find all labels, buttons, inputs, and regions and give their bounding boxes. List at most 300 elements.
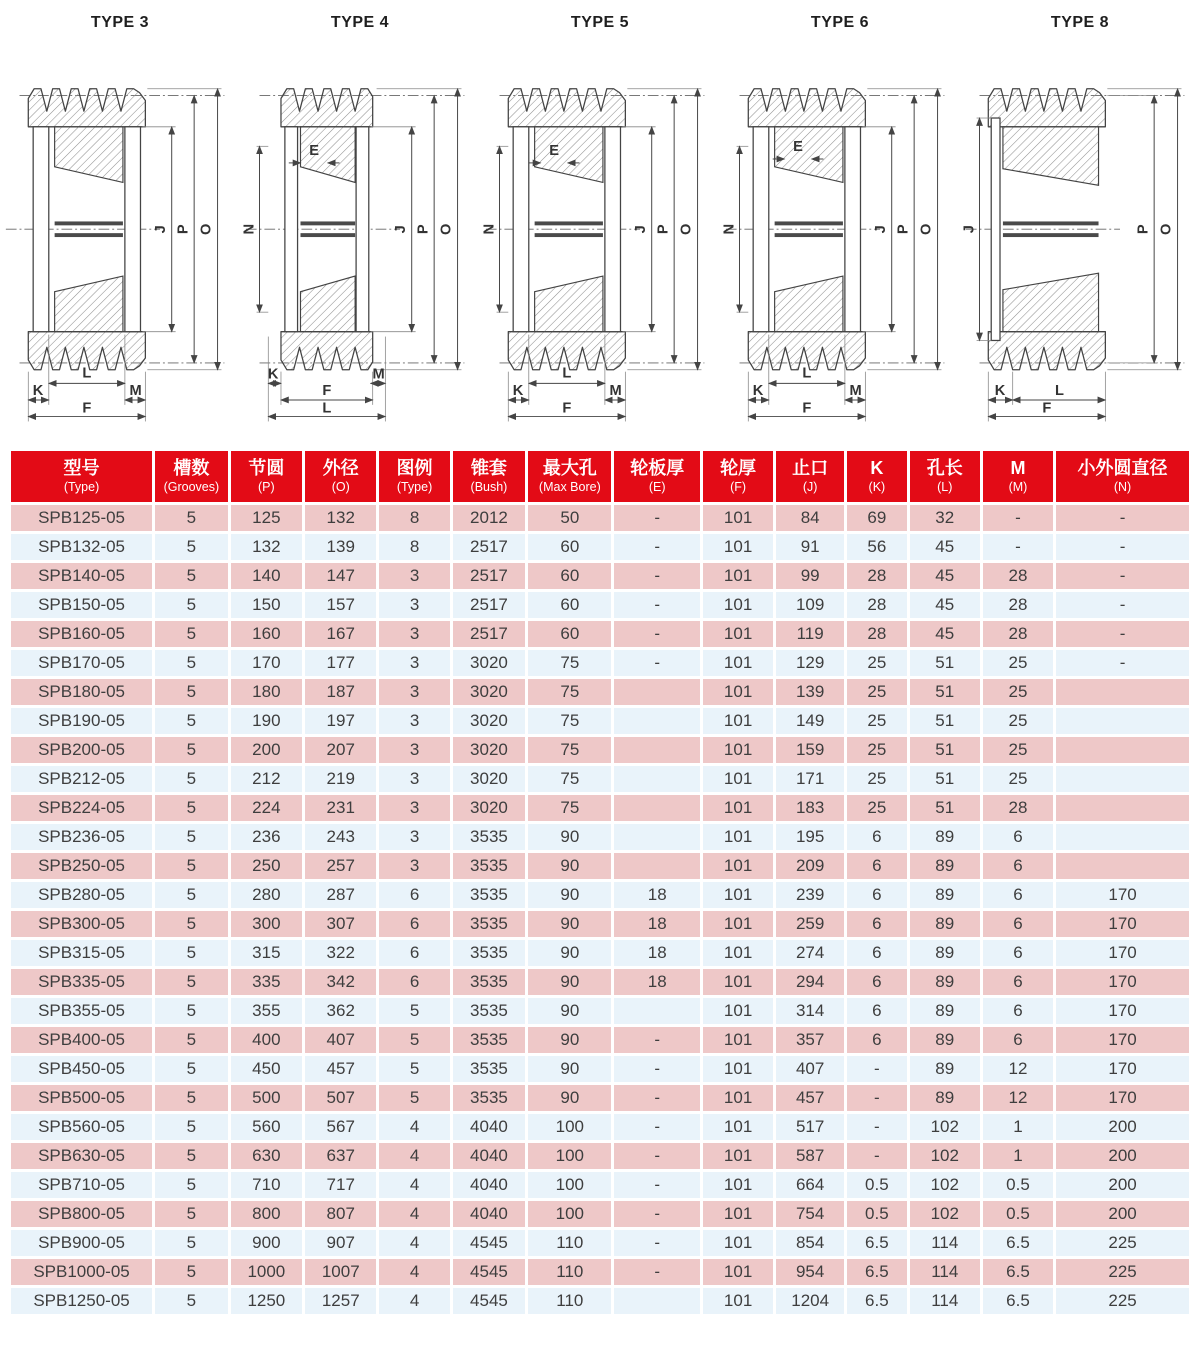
col-header-grooves: 槽数 (Grooves) bbox=[154, 450, 230, 504]
table-cell: 90 bbox=[527, 823, 613, 852]
table-cell: 4545 bbox=[451, 1229, 527, 1258]
table-cell: - bbox=[613, 591, 702, 620]
table-cell: 5 bbox=[154, 1142, 230, 1171]
dim-label-p: P bbox=[1135, 224, 1152, 235]
table-cell: 18 bbox=[613, 968, 702, 997]
table-cell: 3 bbox=[378, 562, 451, 591]
table-cell: 101 bbox=[702, 1084, 775, 1113]
table-cell: 4 bbox=[378, 1287, 451, 1316]
table-cell: 314 bbox=[775, 997, 846, 1026]
dim-label-n: N bbox=[481, 223, 498, 235]
table-cell: 5 bbox=[154, 504, 230, 533]
table-cell: 18 bbox=[613, 910, 702, 939]
dim-label-k: K bbox=[267, 366, 279, 383]
table-cell: 5 bbox=[154, 881, 230, 910]
table-cell: 84 bbox=[775, 504, 846, 533]
table-cell bbox=[613, 678, 702, 707]
table-row bbox=[10, 852, 1191, 881]
table-cell: 101 bbox=[702, 736, 775, 765]
table-cell: 90 bbox=[527, 997, 613, 1026]
table-cell: 51 bbox=[908, 765, 981, 794]
table-cell: 6 bbox=[846, 852, 909, 881]
table-cell: 170 bbox=[1055, 997, 1191, 1026]
table-cell: 101 bbox=[702, 1200, 775, 1229]
dim-label-j: J bbox=[872, 225, 889, 234]
col-header-plate-e: 轮板厚 (E) bbox=[613, 450, 702, 504]
table-cell: - bbox=[613, 1200, 702, 1229]
dim-label-o: O bbox=[438, 223, 455, 235]
table-cell: 362 bbox=[304, 997, 378, 1026]
table-cell: 101 bbox=[702, 562, 775, 591]
dim-label-p: P bbox=[655, 224, 672, 235]
table-cell: 5 bbox=[378, 1084, 451, 1113]
table-cell: 2517 bbox=[451, 620, 527, 649]
col-header-m: M (M) bbox=[981, 450, 1054, 504]
table-cell: 4040 bbox=[451, 1113, 527, 1142]
table-cell: 200 bbox=[1055, 1142, 1191, 1171]
table-cell: 507 bbox=[304, 1084, 378, 1113]
table-cell: 109 bbox=[775, 591, 846, 620]
table-cell: SPB300-05 bbox=[10, 910, 154, 939]
table-row bbox=[10, 1113, 1191, 1142]
table-row bbox=[10, 968, 1191, 997]
table-cell: 6.5 bbox=[981, 1258, 1054, 1287]
table-cell: 280 bbox=[229, 881, 303, 910]
table-cell: 25 bbox=[981, 765, 1054, 794]
dim-label-k: K bbox=[32, 383, 44, 400]
table-cell: 637 bbox=[304, 1142, 378, 1171]
table-cell: 45 bbox=[908, 562, 981, 591]
table-cell: 100 bbox=[527, 1200, 613, 1229]
table-cell: 287 bbox=[304, 881, 378, 910]
table-cell: 5 bbox=[154, 968, 230, 997]
table-cell: 5 bbox=[154, 1055, 230, 1084]
table-row bbox=[10, 533, 1191, 562]
col-header-pitch-p: 节圆 (P) bbox=[229, 450, 303, 504]
table-cell: 60 bbox=[527, 533, 613, 562]
table-cell: SPB190-05 bbox=[10, 707, 154, 736]
table-cell: SPB280-05 bbox=[10, 881, 154, 910]
diagram-title: TYPE 3 bbox=[90, 14, 150, 31]
table-cell: 28 bbox=[846, 620, 909, 649]
table-cell: 101 bbox=[702, 591, 775, 620]
table-cell: 3020 bbox=[451, 794, 527, 823]
table-cell: 6 bbox=[981, 968, 1054, 997]
table-cell: 170 bbox=[1055, 968, 1191, 997]
table-cell: 25 bbox=[981, 736, 1054, 765]
table-cell: 6 bbox=[981, 939, 1054, 968]
table-cell: 90 bbox=[527, 1055, 613, 1084]
dim-label-f: F bbox=[1042, 400, 1052, 417]
table-cell: 6 bbox=[981, 881, 1054, 910]
table-cell: 250 bbox=[229, 852, 303, 881]
table-cell: 3535 bbox=[451, 1084, 527, 1113]
table-cell: 12 bbox=[981, 1055, 1054, 1084]
table-cell: 717 bbox=[304, 1171, 378, 1200]
table-cell: 132 bbox=[304, 504, 378, 533]
table-cell: 239 bbox=[775, 881, 846, 910]
table-cell: 149 bbox=[775, 707, 846, 736]
table-cell: - bbox=[613, 1258, 702, 1287]
spec-table-body bbox=[10, 504, 1191, 1316]
table-cell: 1 bbox=[981, 1113, 1054, 1142]
table-cell: 5 bbox=[154, 1084, 230, 1113]
table-cell: 200 bbox=[229, 736, 303, 765]
table-cell: 28 bbox=[981, 794, 1054, 823]
table-cell: 3 bbox=[378, 736, 451, 765]
table-cell: 89 bbox=[908, 1026, 981, 1055]
table-cell: 5 bbox=[154, 707, 230, 736]
table-cell: 140 bbox=[229, 562, 303, 591]
table-cell: 259 bbox=[775, 910, 846, 939]
table-cell: 5 bbox=[154, 997, 230, 1026]
table-cell: 51 bbox=[908, 649, 981, 678]
table-cell: 89 bbox=[908, 968, 981, 997]
table-cell: 4 bbox=[378, 1258, 451, 1287]
table-cell: 177 bbox=[304, 649, 378, 678]
table-cell: 90 bbox=[527, 852, 613, 881]
table-cell: 187 bbox=[304, 678, 378, 707]
table-cell: 6.5 bbox=[846, 1287, 909, 1316]
col-header-spigot-j: 止口 (J) bbox=[775, 450, 846, 504]
table-cell: SPB355-05 bbox=[10, 997, 154, 1026]
dim-label-k: K bbox=[752, 383, 764, 400]
table-cell: 357 bbox=[775, 1026, 846, 1055]
table-cell: SPB315-05 bbox=[10, 939, 154, 968]
table-cell: 12 bbox=[981, 1084, 1054, 1113]
table-cell: 5 bbox=[378, 1026, 451, 1055]
pulley-drawing-icon bbox=[720, 34, 960, 444]
table-cell: 207 bbox=[304, 736, 378, 765]
table-cell: 32 bbox=[908, 504, 981, 533]
table-cell: 6 bbox=[378, 910, 451, 939]
table-cell: 754 bbox=[775, 1200, 846, 1229]
table-cell: 5 bbox=[154, 562, 230, 591]
table-cell: 170 bbox=[1055, 1026, 1191, 1055]
table-cell: 90 bbox=[527, 939, 613, 968]
table-cell: SPB560-05 bbox=[10, 1113, 154, 1142]
table-cell: SPB180-05 bbox=[10, 678, 154, 707]
table-cell: 50 bbox=[527, 504, 613, 533]
table-cell: 5 bbox=[154, 1200, 230, 1229]
dim-label-o: O bbox=[198, 223, 215, 235]
table-cell: 294 bbox=[775, 968, 846, 997]
table-cell: 6.5 bbox=[846, 1229, 909, 1258]
table-cell: 209 bbox=[775, 852, 846, 881]
table-row bbox=[10, 794, 1191, 823]
col-header-width-f: 轮厚 (F) bbox=[702, 450, 775, 504]
table-cell: 2517 bbox=[451, 533, 527, 562]
table-cell: 3535 bbox=[451, 1026, 527, 1055]
table-cell: 28 bbox=[846, 591, 909, 620]
table-cell: 457 bbox=[304, 1055, 378, 1084]
table-cell: 102 bbox=[908, 1113, 981, 1142]
dim-label-l: L bbox=[82, 365, 92, 382]
table-cell: 6 bbox=[981, 1026, 1054, 1055]
table-cell: 4 bbox=[378, 1142, 451, 1171]
table-cell: 407 bbox=[775, 1055, 846, 1084]
diagram-title: TYPE 4 bbox=[330, 14, 390, 31]
pulley-diagrams-row bbox=[0, 0, 1200, 446]
table-cell: 157 bbox=[304, 591, 378, 620]
pulley-diagram-type-3 bbox=[0, 0, 240, 444]
table-cell: 300 bbox=[229, 910, 303, 939]
table-cell: 8 bbox=[378, 533, 451, 562]
dim-label-m: M bbox=[372, 366, 385, 383]
table-cell: 25 bbox=[846, 678, 909, 707]
table-cell: 212 bbox=[229, 765, 303, 794]
table-cell: 102 bbox=[908, 1171, 981, 1200]
table-cell: 4 bbox=[378, 1113, 451, 1142]
table-cell: - bbox=[1055, 591, 1191, 620]
dim-label-n: N bbox=[721, 223, 738, 235]
table-cell: 2517 bbox=[451, 591, 527, 620]
table-cell: 225 bbox=[1055, 1258, 1191, 1287]
table-cell: 170 bbox=[1055, 910, 1191, 939]
table-cell: - bbox=[613, 620, 702, 649]
table-cell: 132 bbox=[229, 533, 303, 562]
table-cell: - bbox=[613, 1084, 702, 1113]
table-cell: 102 bbox=[908, 1142, 981, 1171]
table-cell: SPB400-05 bbox=[10, 1026, 154, 1055]
table-cell: 4040 bbox=[451, 1171, 527, 1200]
table-cell: 114 bbox=[908, 1287, 981, 1316]
table-cell: 100 bbox=[527, 1113, 613, 1142]
table-cell: 45 bbox=[908, 620, 981, 649]
table-cell: 231 bbox=[304, 794, 378, 823]
table-cell: 89 bbox=[908, 1084, 981, 1113]
table-cell: 5 bbox=[154, 1258, 230, 1287]
table-cell: 335 bbox=[229, 968, 303, 997]
table-cell: 307 bbox=[304, 910, 378, 939]
dim-label-l: L bbox=[802, 365, 812, 382]
table-row bbox=[10, 1287, 1191, 1316]
table-cell: 90 bbox=[527, 910, 613, 939]
table-cell: 0.5 bbox=[981, 1200, 1054, 1229]
table-cell: 51 bbox=[908, 794, 981, 823]
table-cell: 243 bbox=[304, 823, 378, 852]
table-cell: 5 bbox=[154, 1113, 230, 1142]
table-cell: 3020 bbox=[451, 736, 527, 765]
table-cell: 139 bbox=[304, 533, 378, 562]
table-cell: 1257 bbox=[304, 1287, 378, 1316]
table-cell: 51 bbox=[908, 736, 981, 765]
table-cell: 171 bbox=[775, 765, 846, 794]
pulley-drawing-icon bbox=[240, 34, 480, 444]
table-cell: 25 bbox=[981, 707, 1054, 736]
table-cell: 315 bbox=[229, 939, 303, 968]
table-cell: 3535 bbox=[451, 910, 527, 939]
table-cell: 89 bbox=[908, 823, 981, 852]
table-cell: 3535 bbox=[451, 852, 527, 881]
dim-label-p: P bbox=[175, 224, 192, 235]
diagram-title: TYPE 6 bbox=[810, 14, 870, 31]
table-cell: 45 bbox=[908, 533, 981, 562]
table-cell: 114 bbox=[908, 1229, 981, 1258]
table-row bbox=[10, 765, 1191, 794]
table-cell: SPB170-05 bbox=[10, 649, 154, 678]
table-cell: 6 bbox=[846, 910, 909, 939]
table-cell: 342 bbox=[304, 968, 378, 997]
table-row bbox=[10, 649, 1191, 678]
table-cell: 274 bbox=[775, 939, 846, 968]
dim-label-p: P bbox=[415, 224, 432, 235]
table-cell: 114 bbox=[908, 1258, 981, 1287]
table-row bbox=[10, 1084, 1191, 1113]
table-cell: 0.5 bbox=[981, 1171, 1054, 1200]
table-cell: 5 bbox=[154, 620, 230, 649]
table-cell: 89 bbox=[908, 1055, 981, 1084]
table-cell: 5 bbox=[154, 794, 230, 823]
table-cell: 200 bbox=[1055, 1113, 1191, 1142]
table-cell: - bbox=[1055, 562, 1191, 591]
table-cell: 4545 bbox=[451, 1258, 527, 1287]
table-cell: 3 bbox=[378, 852, 451, 881]
table-cell: 89 bbox=[908, 881, 981, 910]
table-cell: 5 bbox=[154, 678, 230, 707]
dim-label-f: F bbox=[562, 400, 572, 417]
table-cell: 101 bbox=[702, 1287, 775, 1316]
table-cell: 664 bbox=[775, 1171, 846, 1200]
col-header-k: K (K) bbox=[846, 450, 909, 504]
table-cell: 75 bbox=[527, 765, 613, 794]
table-cell: 125 bbox=[229, 504, 303, 533]
dim-label-k: K bbox=[512, 383, 524, 400]
table-cell: 5 bbox=[154, 649, 230, 678]
table-cell: 167 bbox=[304, 620, 378, 649]
table-cell: 110 bbox=[527, 1258, 613, 1287]
table-row bbox=[10, 1055, 1191, 1084]
table-row bbox=[10, 1142, 1191, 1171]
table-cell: 25 bbox=[846, 707, 909, 736]
table-cell bbox=[1055, 823, 1191, 852]
table-cell: 5 bbox=[154, 823, 230, 852]
table-cell: SPB710-05 bbox=[10, 1171, 154, 1200]
dim-label-l: L bbox=[322, 400, 332, 417]
table-cell: 6 bbox=[846, 968, 909, 997]
table-cell: 6 bbox=[846, 881, 909, 910]
table-cell: 183 bbox=[775, 794, 846, 823]
dim-label-j: J bbox=[152, 225, 169, 234]
table-cell: 101 bbox=[702, 1113, 775, 1142]
table-cell: 89 bbox=[908, 939, 981, 968]
table-cell: 25 bbox=[981, 678, 1054, 707]
table-cell: 51 bbox=[908, 707, 981, 736]
table-cell: 800 bbox=[229, 1200, 303, 1229]
table-cell: 3020 bbox=[451, 765, 527, 794]
table-cell bbox=[613, 852, 702, 881]
table-cell: 3535 bbox=[451, 939, 527, 968]
table-row bbox=[10, 678, 1191, 707]
table-cell: 101 bbox=[702, 1026, 775, 1055]
table-cell: 90 bbox=[527, 881, 613, 910]
table-cell: - bbox=[1055, 620, 1191, 649]
table-cell: 1007 bbox=[304, 1258, 378, 1287]
spec-table-wrap bbox=[0, 446, 1200, 1323]
table-cell: 75 bbox=[527, 794, 613, 823]
table-cell: 6 bbox=[981, 910, 1054, 939]
table-cell: 907 bbox=[304, 1229, 378, 1258]
dim-label-m: M bbox=[129, 383, 142, 400]
table-row bbox=[10, 1171, 1191, 1200]
table-cell: 101 bbox=[702, 678, 775, 707]
table-cell: SPB1000-05 bbox=[10, 1258, 154, 1287]
table-cell: 2012 bbox=[451, 504, 527, 533]
table-cell: SPB132-05 bbox=[10, 533, 154, 562]
table-cell: SPB250-05 bbox=[10, 852, 154, 881]
table-cell bbox=[1055, 765, 1191, 794]
diagram-title: TYPE 5 bbox=[570, 14, 630, 31]
table-cell: 457 bbox=[775, 1084, 846, 1113]
table-cell: SPB236-05 bbox=[10, 823, 154, 852]
table-cell: 5 bbox=[154, 939, 230, 968]
table-cell bbox=[613, 794, 702, 823]
table-cell: 101 bbox=[702, 1055, 775, 1084]
table-cell: 170 bbox=[229, 649, 303, 678]
table-cell: 3535 bbox=[451, 1055, 527, 1084]
table-cell: SPB200-05 bbox=[10, 736, 154, 765]
table-cell: 6 bbox=[846, 997, 909, 1026]
col-header-bore-len-l: 孔长 (L) bbox=[908, 450, 981, 504]
table-cell: SPB800-05 bbox=[10, 1200, 154, 1229]
table-cell: - bbox=[1055, 533, 1191, 562]
table-cell: 160 bbox=[229, 620, 303, 649]
table-cell: 69 bbox=[846, 504, 909, 533]
table-cell: 900 bbox=[229, 1229, 303, 1258]
table-cell: 3 bbox=[378, 794, 451, 823]
table-cell: 99 bbox=[775, 562, 846, 591]
pulley-drawing-icon bbox=[0, 34, 240, 444]
table-cell: 4545 bbox=[451, 1287, 527, 1316]
table-cell: - bbox=[613, 533, 702, 562]
table-cell: 3 bbox=[378, 678, 451, 707]
table-cell: - bbox=[846, 1084, 909, 1113]
table-cell: 90 bbox=[527, 1026, 613, 1055]
table-cell: 200 bbox=[1055, 1200, 1191, 1229]
table-cell: 224 bbox=[229, 794, 303, 823]
table-cell: - bbox=[613, 1171, 702, 1200]
table-cell: 630 bbox=[229, 1142, 303, 1171]
table-cell: 4 bbox=[378, 1229, 451, 1258]
table-cell: 101 bbox=[702, 881, 775, 910]
pulley-diagram-type-5 bbox=[480, 0, 720, 444]
dim-label-p: P bbox=[895, 224, 912, 235]
table-cell: 101 bbox=[702, 765, 775, 794]
table-cell bbox=[1055, 852, 1191, 881]
table-cell: - bbox=[613, 1026, 702, 1055]
pulley-diagram-type-6 bbox=[720, 0, 960, 444]
table-cell: 25 bbox=[846, 765, 909, 794]
dim-label-f: F bbox=[802, 400, 812, 417]
table-cell: 75 bbox=[527, 649, 613, 678]
table-cell: 101 bbox=[702, 649, 775, 678]
table-row bbox=[10, 939, 1191, 968]
table-row bbox=[10, 1026, 1191, 1055]
table-cell: 5 bbox=[154, 852, 230, 881]
table-cell: 3 bbox=[378, 765, 451, 794]
table-cell: 129 bbox=[775, 649, 846, 678]
dim-label-m: M bbox=[849, 383, 862, 400]
table-cell: SPB500-05 bbox=[10, 1084, 154, 1113]
table-cell: 190 bbox=[229, 707, 303, 736]
table-cell: 1204 bbox=[775, 1287, 846, 1316]
col-header-figure-type: 图例 (Type) bbox=[378, 450, 451, 504]
table-cell: 197 bbox=[304, 707, 378, 736]
table-cell: 854 bbox=[775, 1229, 846, 1258]
table-row bbox=[10, 1258, 1191, 1287]
table-cell: - bbox=[846, 1055, 909, 1084]
table-cell: 236 bbox=[229, 823, 303, 852]
